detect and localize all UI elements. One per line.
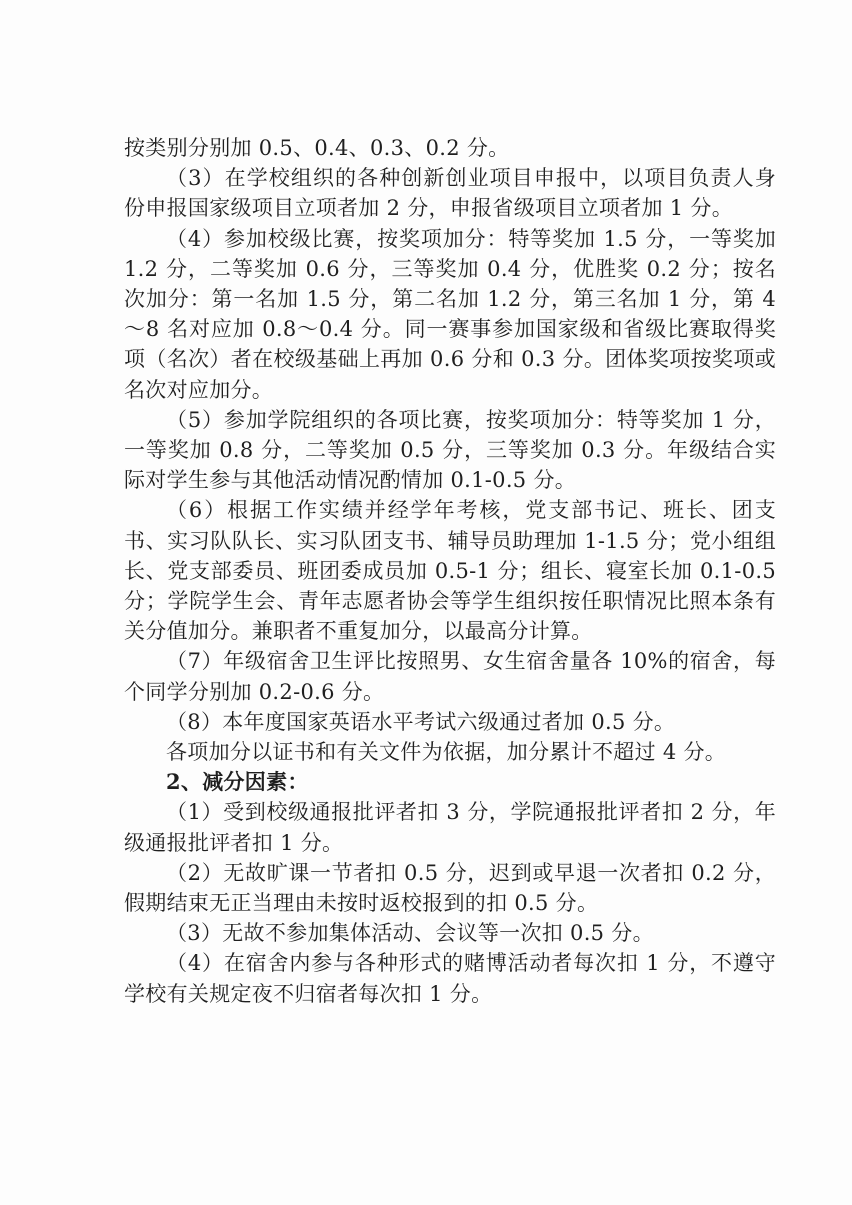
paragraph-item-5: （5）参加学院组织的各项比赛，按奖项加分：特等奖加 1 分，一等奖加 0.8 分，二等奖加 0.5 分，三等奖加 0.3 分。年级结合实际对学生参与其他活动情况酌情加 0.1-0.5 分。 bbox=[124, 407, 776, 493]
paragraph-item-3: （3）在学校组织的各种创新创业项目申报中，以项目负责人身份申报国家级项目立项者加 2 分，申报省级项目立项者加 1 分。 bbox=[124, 166, 776, 221]
paragraph-deduction-3: （3）无故不参加集体活动、会议等一次扣 0.5 分。 bbox=[166, 921, 654, 946]
paragraph-item-6: （6）根据工作实绩并经学年考核，党支部书记、班长、团支书、实习队队长、实习队团支书、辅导员助理加 1-1.5 分；党小组组长、党支部委员、班团委成员加 0.5-1 分；组长、寝室长加 0.1-0.5 分；学院学生会、青年志愿者协会等学生组织按任职情况比照本条有关分值加分。兼职者不重复加分，以最高分计算。 bbox=[124, 498, 776, 644]
paragraph-item-8: （8）本年度国家英语水平考试六级通过者加 0.5 分。 bbox=[166, 709, 676, 734]
paragraph-deduction-4: （4）在宿舍内参与各种形式的赌博活动者每次扣 1 分，不遵守学校有关规定夜不归宿者每次扣 1 分。 bbox=[124, 951, 776, 1006]
paragraph-item-7: （7）年级宿舍卫生评比按照男、女生宿舍量各 10%的宿舍，每个同学分别加 0.2-0.6 分。 bbox=[124, 649, 776, 704]
paragraph-deduction-1: （1）受到校级通报批评者扣 3 分，学院通报批评者扣 2 分，年级通报批评者扣 1 分。 bbox=[124, 800, 776, 855]
paragraph-deduction-2: （2）无故旷课一节者扣 0.5 分，迟到或早退一次者扣 0.2 分，假期结束无正当理由未按时返校报到的扣 0.5 分。 bbox=[124, 860, 776, 916]
paragraph-continuation: 按类别分别加 0.5、0.4、0.3、0.2 分。 bbox=[124, 136, 510, 160]
paragraph-item-4: （4）参加校级比赛，按奖项加分：特等奖加 1.5 分，一等奖加 1.2 分，二等奖加 0.6 分，三等奖加 0.4 分，优胜奖 0.2 分；按名次加分：第一名加 1.5 分，第二名加 1.2 分，第三名加 1 分，第 4～8 名对应加 0.8～0.4 分。同一赛事参加国家级和省级比赛取得奖项（名次）者在校级基础上再加 0.6 分和 0.3 分。团体奖项按奖项或名次对应加分。 bbox=[124, 226, 776, 402]
document-body bbox=[124, 133, 776, 1009]
paragraph-bonus-summary: 各项加分以证书和有关文件为依据，加分累计不超过 4 分。 bbox=[166, 740, 727, 765]
section-heading-deductions: 2、减分因素： bbox=[166, 769, 309, 795]
